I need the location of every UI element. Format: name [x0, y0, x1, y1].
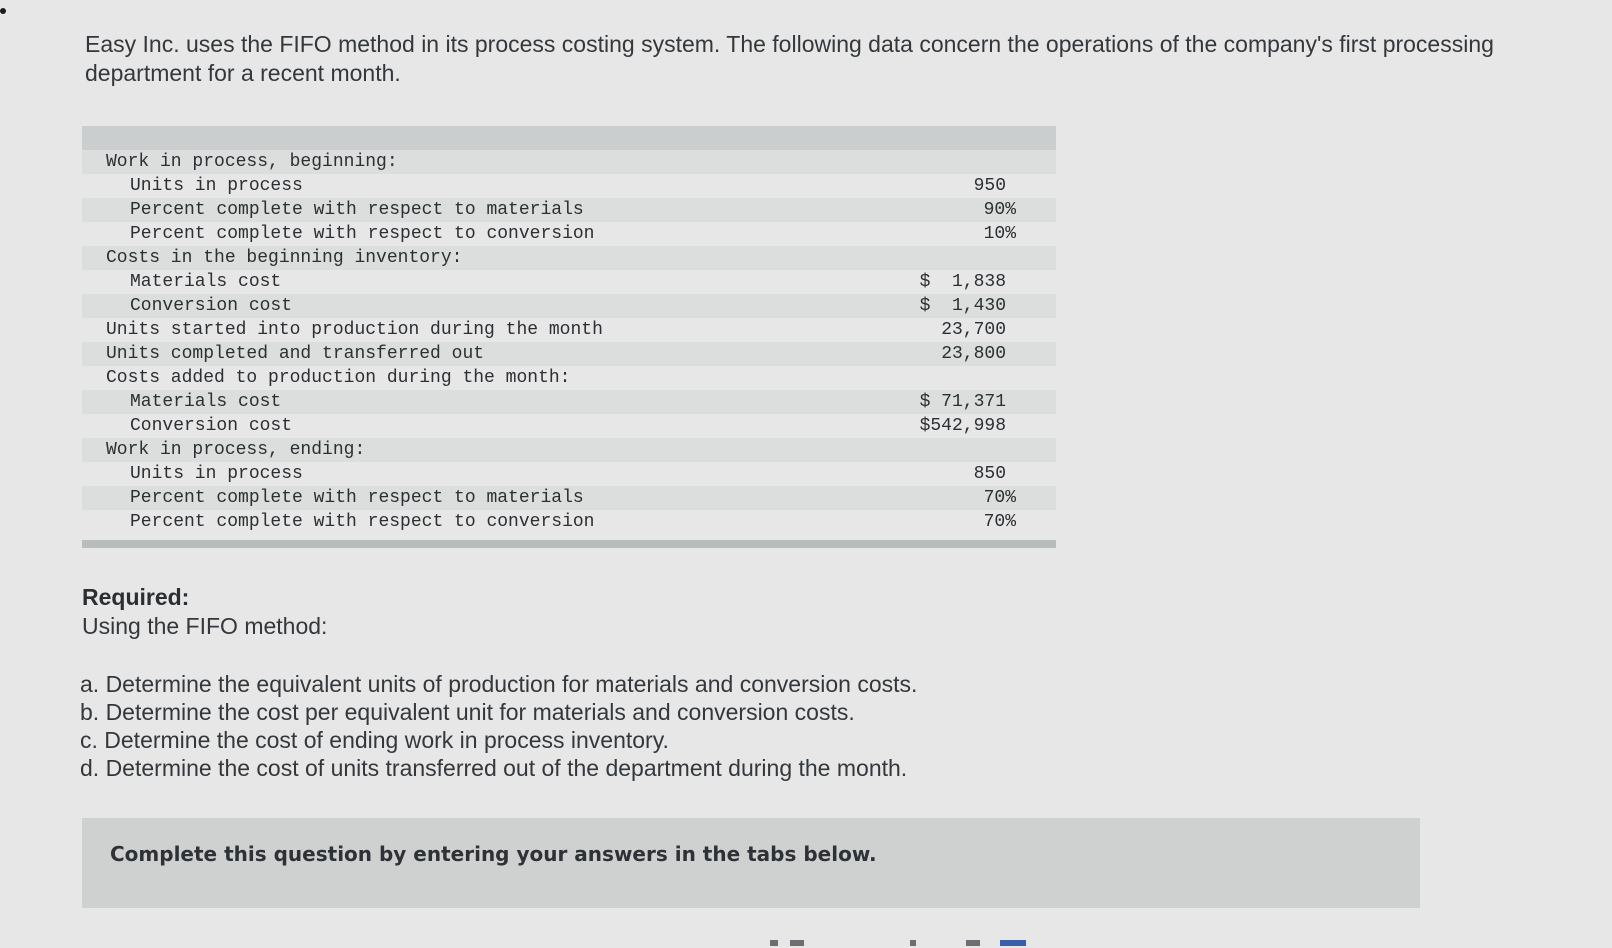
- table-row: [82, 438, 1056, 462]
- tab-fragment: [966, 940, 980, 946]
- row-value: $ 1,430: [919, 296, 1006, 316]
- table-row: [82, 390, 1056, 414]
- table-body: [82, 150, 1056, 534]
- table-header-bar: [82, 126, 1056, 150]
- table-row: [82, 486, 1056, 510]
- tab-fragment: [1000, 940, 1026, 946]
- tabs-strip-partial: [770, 934, 1070, 948]
- row-label: Materials cost: [130, 272, 282, 292]
- row-value: $ 1,838: [919, 272, 1006, 292]
- row-label: Percent complete with respect to conversion: [130, 512, 595, 532]
- instruction-banner: [82, 818, 1420, 908]
- required-item-b: b. Determine the cost per equivalent unit for materials and conversion costs.: [80, 699, 855, 725]
- row-label: Percent complete with respect to materials: [130, 200, 584, 220]
- row-label: Percent complete with respect to conversion: [130, 224, 595, 244]
- required-list: [80, 670, 917, 782]
- table-row: [82, 366, 1056, 390]
- row-value: 23,800: [941, 344, 1006, 364]
- table-row: [82, 342, 1056, 366]
- row-label: Units in process: [130, 464, 303, 484]
- table-row: [82, 462, 1056, 486]
- row-label: Materials cost: [130, 392, 282, 412]
- row-value: 10%: [983, 224, 1016, 244]
- problem-intro: Easy Inc. uses the FIFO method in its process costing system. The following data concern the operations of the company's first processing department for a recent month.: [85, 31, 1494, 86]
- instruction-text: Complete this question by entering your answers in the tabs below.: [110, 842, 877, 866]
- required-item-a: a. Determine the equivalent units of production for materials and conversion costs.: [80, 671, 918, 697]
- row-value: 70%: [983, 488, 1016, 508]
- table-row: [82, 150, 1056, 174]
- table-bottom-bar: [82, 540, 1056, 548]
- required-subtitle: Using the FIFO method:: [82, 613, 328, 639]
- tab-fragment: [770, 940, 778, 946]
- row-value: 90%: [983, 200, 1016, 220]
- row-label: Costs added to production during the month:: [106, 368, 571, 388]
- row-value: 950: [973, 176, 1006, 196]
- tab-fragment: [790, 940, 804, 946]
- row-label: Units completed and transferred out: [106, 344, 485, 364]
- table-row: [82, 222, 1056, 246]
- row-label: Conversion cost: [130, 296, 293, 316]
- row-label: Costs in the beginning inventory:: [106, 248, 463, 268]
- row-value: $542,998: [919, 416, 1006, 436]
- row-label: Percent complete with respect to materials: [130, 488, 584, 508]
- required-item-c: c. Determine the cost of ending work in process inventory.: [80, 727, 669, 753]
- table-row: [82, 318, 1056, 342]
- required-heading: Required:: [82, 584, 190, 610]
- table-row: [82, 198, 1056, 222]
- row-value: 70%: [983, 512, 1016, 532]
- row-label: Work in process, beginning:: [106, 152, 398, 172]
- corner-dot: [0, 8, 6, 14]
- row-value: 850: [973, 464, 1006, 484]
- row-value: 23,700: [941, 320, 1006, 340]
- tab-fragment: [910, 940, 916, 946]
- row-label: Units started into production during the month: [106, 320, 603, 340]
- table-row: [82, 510, 1056, 534]
- cost-data-table: [82, 126, 1056, 548]
- row-label: Units in process: [130, 176, 303, 196]
- table-row: [82, 414, 1056, 438]
- row-value: $ 71,371: [919, 392, 1006, 412]
- table-row: [82, 174, 1056, 198]
- row-label: Work in process, ending:: [106, 440, 366, 460]
- table-row: [82, 294, 1056, 318]
- row-label: Conversion cost: [130, 416, 293, 436]
- required-item-d: d. Determine the cost of units transferred out of the department during the month.: [80, 755, 908, 781]
- table-row: [82, 246, 1056, 270]
- table-row: [82, 270, 1056, 294]
